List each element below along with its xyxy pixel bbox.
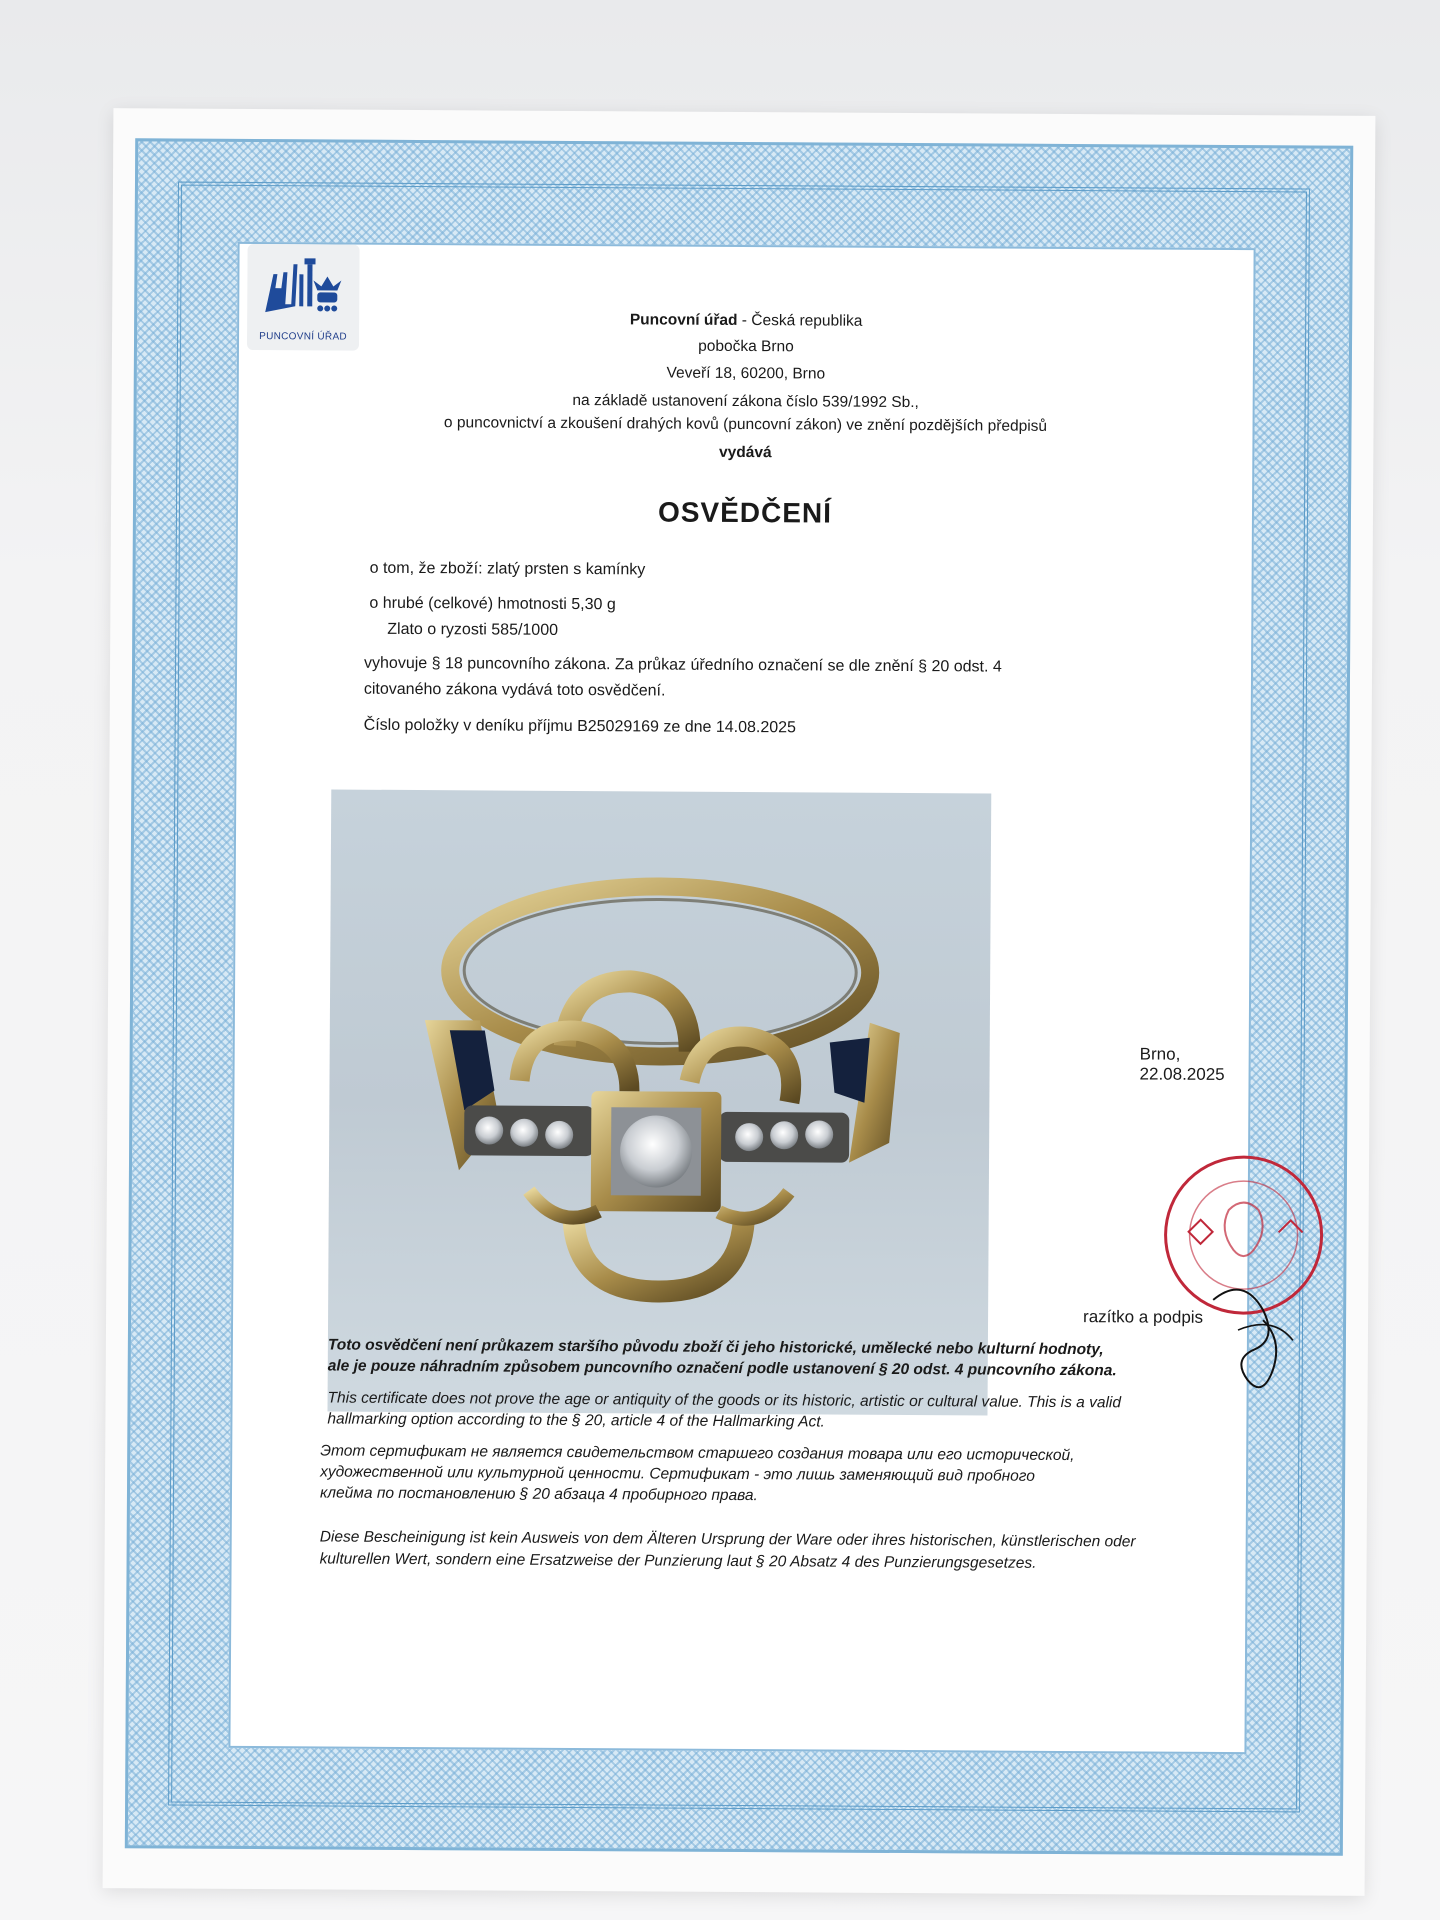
branch-line: pobočka Brno (698, 337, 794, 356)
disclaimer-ru-line-3: клейма по постановлению § 20 абзаца 4 пробирного права. (319, 1484, 758, 1505)
office-name: Puncovní úřad (629, 311, 738, 329)
item-number-line: Číslo položky v deníku příjmu B25029169 ze dne 14.08.2025 (363, 716, 797, 737)
law-line-2: o puncovnictví a zkoušení drahých kovů (puncovní zákon) ve znění pozdějších předpisů (443, 414, 1048, 435)
disclaimer-russian (320, 1440, 1300, 1509)
issues-line: vydává (719, 443, 772, 462)
guilloche-border (125, 138, 1353, 1855)
disclaimer-czech (328, 1334, 1308, 1382)
certificate-paper (103, 108, 1376, 1896)
certificate-content (228, 242, 1255, 1754)
office-line (239, 308, 1253, 334)
logo-caption: PUNCOVNÍ ÚŘAD (259, 331, 347, 343)
disclaimer-en-line-1: This certificate does not prove the age or antiquity of the goods or its historic, artistic or cultural value. This is a valid (327, 1389, 1122, 1412)
disclaimer-ru-line-1: Этот сертификат не является свидетельством старшего создания товара или его исторической, (320, 1442, 1075, 1465)
place-date: Brno, 22.08.2025 (1139, 1044, 1225, 1084)
disclaimer-de-line-1: Diese Bescheinigung ist kein Ausweis von dem Älteren Ursprung der Ware oder ihres historischen, künstlerischen oder (319, 1528, 1136, 1551)
disclaimer-ru-line-2: художественной или культурной ценности. Сертификат - это лишь заменяющий вид пробного (320, 1463, 1035, 1485)
compliance-line-2: citovaného zákona vydává toto osvědčení. (363, 680, 666, 700)
disclaimer-cz-line-2: ale je pouze náhradním způsobem puncovního označení podle ustanovení § 20 odst. 4 puncovního zákona. (327, 1357, 1117, 1380)
gold-ring-image (327, 790, 991, 1416)
disclaimer-german (320, 1526, 1320, 1576)
disclaimer-cz-line-1: Toto osvědčení není průkazem staršího původu zboží či jeho historické, umělecké nebo kulturní hodnoty, (327, 1336, 1104, 1359)
disclaimer-en-line-2: hallmarking option according to the § 20, article 4 of the Hallmarking Act. (327, 1410, 825, 1431)
certificate-title: OSVĚDČENÍ (657, 496, 833, 529)
ring-photo (327, 790, 991, 1416)
disclaimer-english (327, 1387, 1307, 1435)
address-line: Veveří 18, 60200, Brno (666, 364, 826, 383)
goods-line: o tom, že zboží: zlatý prsten s kamínky (369, 559, 646, 579)
law-line-1: na základě ustanovení zákona číslo 539/1992 Sb., (572, 391, 919, 412)
office-country: - Česká republika (737, 311, 863, 330)
stamp-signature-label: razítko a podpis (1083, 1307, 1204, 1327)
weight-line: o hrubé (celkové) hmotnosti 5,30 g (369, 594, 616, 614)
compliance-line-1: vyhovuje § 18 puncovního zákona. Za průkaz úředního označení se dle znění § 20 odst. 4 (364, 654, 1002, 676)
fineness-line: Zlato o ryzosti 585/1000 (387, 620, 559, 639)
disclaimer-de-line-2: kulturellen Wert, sondern eine Ersatzweise der Punzierung laut § 20 Absatz 4 des Punzierungsgesetzes. (319, 1550, 1037, 1572)
